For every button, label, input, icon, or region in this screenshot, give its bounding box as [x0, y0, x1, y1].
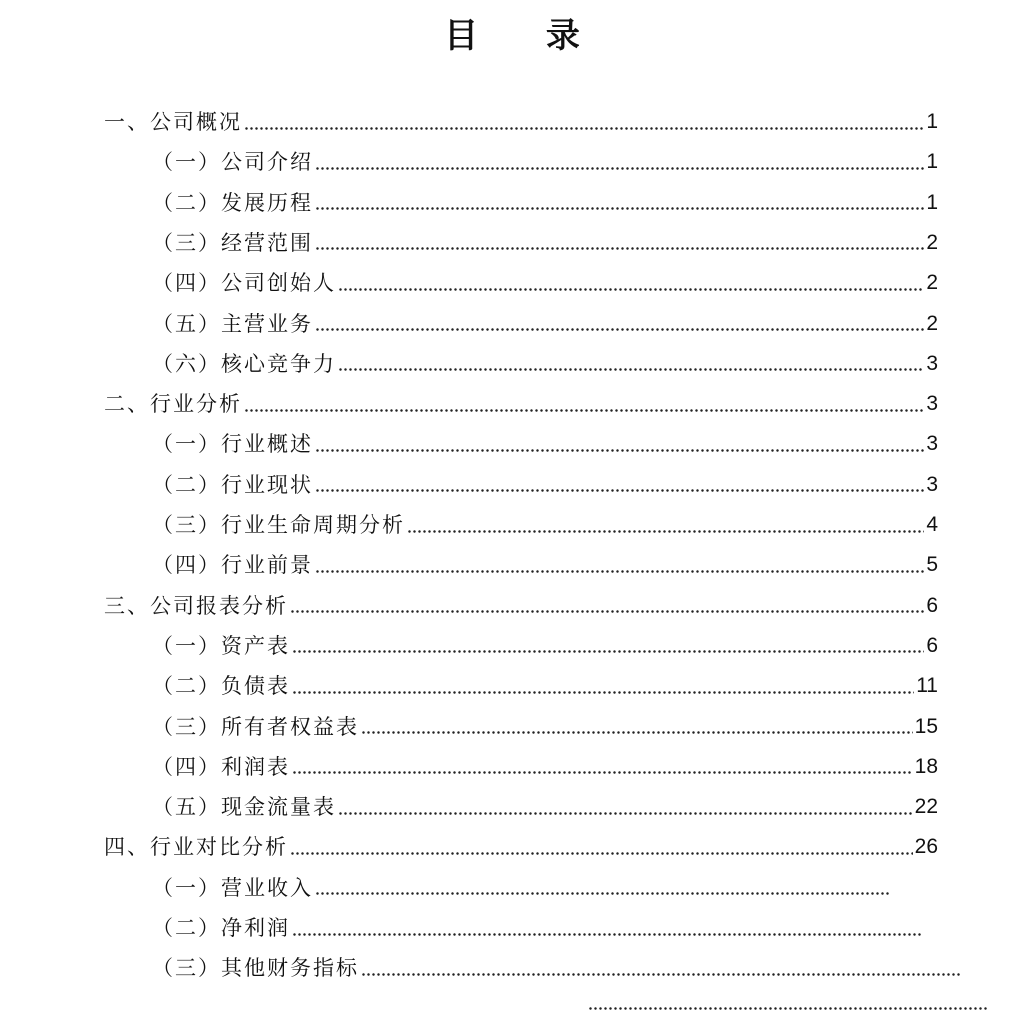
toc-entry-label: 三、公司报表分析 — [104, 593, 288, 618]
toc-leader-dots — [361, 730, 913, 736]
toc-entry — [152, 784, 938, 824]
toc-entry-label: 一、公司概况 — [104, 110, 242, 134]
toc-leader-dots — [338, 810, 913, 816]
toc-entry-label: （六）核心竞争力 — [152, 351, 336, 376]
toc-entry — [152, 704, 938, 744]
toc-page-number: 6 — [926, 633, 938, 657]
toc-entry — [152, 744, 938, 784]
toc-entry-label: （一）资产表 — [152, 633, 290, 658]
toc-page-number: 5 — [926, 553, 938, 577]
toc-page-number: 6 — [926, 593, 938, 617]
toc-entry-label: （二）净利润 — [152, 916, 290, 940]
toc-page-number: 2 — [926, 311, 938, 335]
toc-entry-label: （一）营业收入 — [152, 875, 313, 900]
toc-page-number: 26 — [914, 835, 938, 859]
toc-entry-label: （五）现金流量表 — [152, 795, 336, 820]
toc-entry-label: （三）所有者权益表 — [152, 714, 359, 739]
toc-leader-dots — [292, 689, 914, 695]
toc-page-number: 15 — [914, 714, 938, 738]
toc-entry — [152, 663, 938, 703]
toc-entry — [152, 220, 938, 260]
toc-entry — [152, 260, 938, 300]
toc-page-number: 3 — [926, 472, 938, 496]
toc-leader-dots — [315, 568, 924, 574]
toc-entry-label: 二、行业分析 — [104, 392, 242, 417]
toc-entry — [152, 341, 938, 381]
toc-page-number: 2 — [926, 230, 938, 254]
toc-entry — [152, 945, 962, 985]
toc-entry-label: （三）其他财务指标 — [152, 956, 359, 981]
toc-entry — [152, 301, 938, 341]
toc-leader-dots — [315, 488, 924, 494]
page-title: 目 录 — [444, 16, 608, 56]
toc-entry — [104, 381, 938, 421]
toc-entry-label: （一）行业概述 — [152, 432, 313, 457]
toc-entry — [152, 462, 938, 502]
toc-leader-dots — [290, 850, 913, 856]
toc-entry-label: （三）行业生命周期分析 — [152, 513, 405, 537]
toc-entry-label: （五）主营业务 — [152, 311, 313, 336]
toc-entry — [152, 139, 938, 179]
toc-entry-label: （二）负债表 — [152, 674, 290, 699]
toc-page-number: 22 — [914, 795, 938, 819]
toc-page-number: 3 — [926, 351, 938, 375]
toc-entry-label: （二）行业现状 — [152, 472, 313, 497]
toc-leader-dots — [338, 286, 924, 292]
toc-leader-dots — [315, 891, 890, 897]
toc-entry — [152, 180, 938, 220]
toc-leader-dots — [407, 528, 924, 534]
toc-entry-label: （四）行业前景 — [152, 553, 313, 578]
toc-entry-label: （四）利润表 — [152, 754, 290, 779]
toc-page-number: 18 — [914, 754, 938, 778]
toc-entry-label: （二）发展历程 — [152, 190, 313, 215]
toc-page-number: 3 — [926, 392, 938, 416]
toc-entry — [152, 623, 938, 663]
trailing-leader-dots — [588, 1006, 988, 1012]
toc-leader-dots — [338, 367, 924, 373]
toc-page-number: 11 — [916, 674, 938, 698]
toc-entry — [152, 421, 938, 461]
toc-leader-dots — [292, 770, 913, 776]
toc-leader-dots — [244, 407, 924, 413]
toc-leader-dots — [315, 246, 924, 252]
toc-page-number: 3 — [926, 432, 938, 456]
toc-entry — [104, 824, 938, 864]
toc-entry — [152, 905, 922, 945]
toc-page-number: 4 — [926, 513, 938, 536]
toc-leader-dots — [315, 327, 924, 333]
toc-page-number: 2 — [926, 271, 938, 295]
toc-entry-label: （四）公司创始人 — [152, 271, 336, 296]
toc-leader-dots — [315, 206, 924, 212]
toc-entry — [152, 542, 938, 582]
toc-leader-dots — [244, 125, 924, 131]
toc-leader-dots — [315, 447, 924, 453]
toc-entry-label: （一）公司介绍 — [152, 150, 313, 175]
toc-leader-dots — [292, 649, 924, 655]
toc-entry — [152, 502, 938, 542]
toc-leader-dots — [292, 931, 922, 937]
toc-entry — [104, 99, 938, 139]
toc-page-number: 1 — [926, 150, 938, 174]
toc-leader-dots — [361, 971, 962, 977]
toc-entry-label: 四、行业对比分析 — [104, 835, 288, 860]
toc-page-number: 1 — [926, 110, 938, 133]
toc-entry-label: （三）经营范围 — [152, 230, 313, 255]
toc-entry — [152, 865, 890, 905]
toc-leader-dots — [290, 609, 924, 615]
toc-entry — [104, 583, 938, 623]
toc-page-number: 1 — [926, 190, 938, 214]
toc-leader-dots — [315, 165, 924, 171]
